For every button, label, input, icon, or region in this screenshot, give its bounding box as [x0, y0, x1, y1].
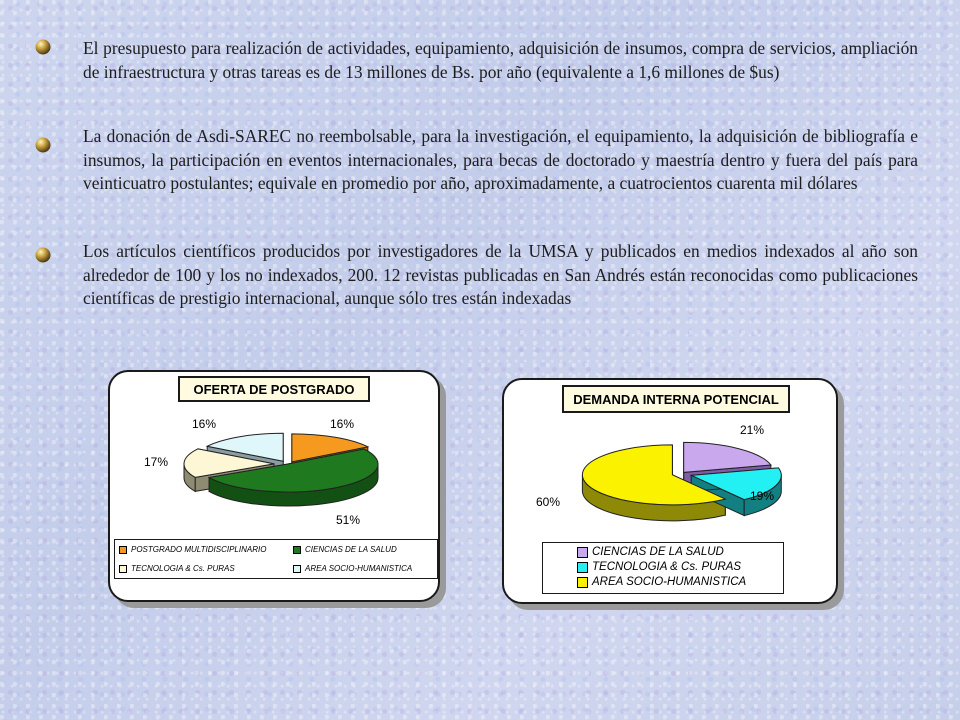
- legend-label: CIENCIAS DE LA SALUD: [592, 546, 724, 558]
- pie-chart-demanda: [504, 410, 836, 540]
- chart-card-demanda: [502, 378, 838, 604]
- legend-label: AREA SOCIO-HUMANISTICA: [592, 576, 747, 588]
- paragraph-donation: La donación de Asdi-SAREC no reembolsable, para la investigación, el equipamiento, la adquisición de bibliografía e insumos, la participación en eventos internacionales, para becas de doctorado y maestría dentro y fuera del país para veinticuatro postulantes; equivale en promedio por año, aproximadamente, a cuatrocientos cuarenta mil dólares: [83, 126, 918, 193]
- data-label: 51%: [335, 513, 361, 527]
- legend-item: [577, 576, 746, 588]
- bullet-icon: [34, 136, 52, 154]
- chart-legend: [114, 539, 438, 579]
- legend-item: [119, 545, 266, 554]
- data-label: 17%: [143, 455, 169, 469]
- legend-item: [577, 561, 741, 573]
- legend-item: [293, 545, 397, 554]
- legend-item: [119, 564, 235, 573]
- legend-label: AREA SOCIO-HUMANISTICA: [305, 564, 413, 573]
- chart-title: DEMANDA INTERNA POTENCIAL: [562, 385, 790, 413]
- legend-swatch: [577, 577, 588, 588]
- bullet-icon: [34, 246, 52, 264]
- legend-swatch: [577, 562, 588, 573]
- legend-swatch: [577, 547, 588, 558]
- chart-card-oferta: [108, 370, 440, 602]
- bullet-icon: [34, 38, 52, 56]
- data-label: 16%: [329, 417, 355, 431]
- data-label: 16%: [191, 417, 217, 431]
- legend-label: TECNOLOGIA & Cs. PURAS: [592, 561, 742, 573]
- chart-title: OFERTA DE POSTGRADO: [178, 376, 370, 402]
- legend-item: [577, 546, 724, 558]
- data-label: 60%: [535, 495, 561, 509]
- legend-label: CIENCIAS DE LA SALUD: [305, 545, 397, 554]
- legend-swatch: [119, 565, 127, 573]
- legend-swatch: [293, 565, 301, 573]
- legend-label: TECNOLOGIA & Cs. PURAS: [131, 564, 235, 573]
- legend-label: POSTGRADO MULTIDISCIPLINARIO: [131, 545, 267, 554]
- data-label: 19%: [749, 489, 775, 503]
- chart-legend: [542, 542, 784, 594]
- legend-swatch: [293, 546, 301, 554]
- paragraph-articles: Los artículos científicos producidos por investigadores de la UMSA y publicados en medios indexados al año son alrededor de 100 y los no indexados, 200. 12 revistas publicadas en San Andrés están reconocidas como publicaciones científicas de prestigio internacional, aunque sólo tres están indexadas: [83, 241, 918, 308]
- paragraph-budget: El presupuesto para realización de actividades, equipamiento, adquisición de insumos, compra de servicios, ampliación de infraestructura y otras tareas es de 13 millones de Bs. por año (equivalente a 1,6 millones de $us): [83, 38, 918, 82]
- data-label: 21%: [739, 423, 765, 437]
- legend-item: [293, 564, 412, 573]
- legend-swatch: [119, 546, 127, 554]
